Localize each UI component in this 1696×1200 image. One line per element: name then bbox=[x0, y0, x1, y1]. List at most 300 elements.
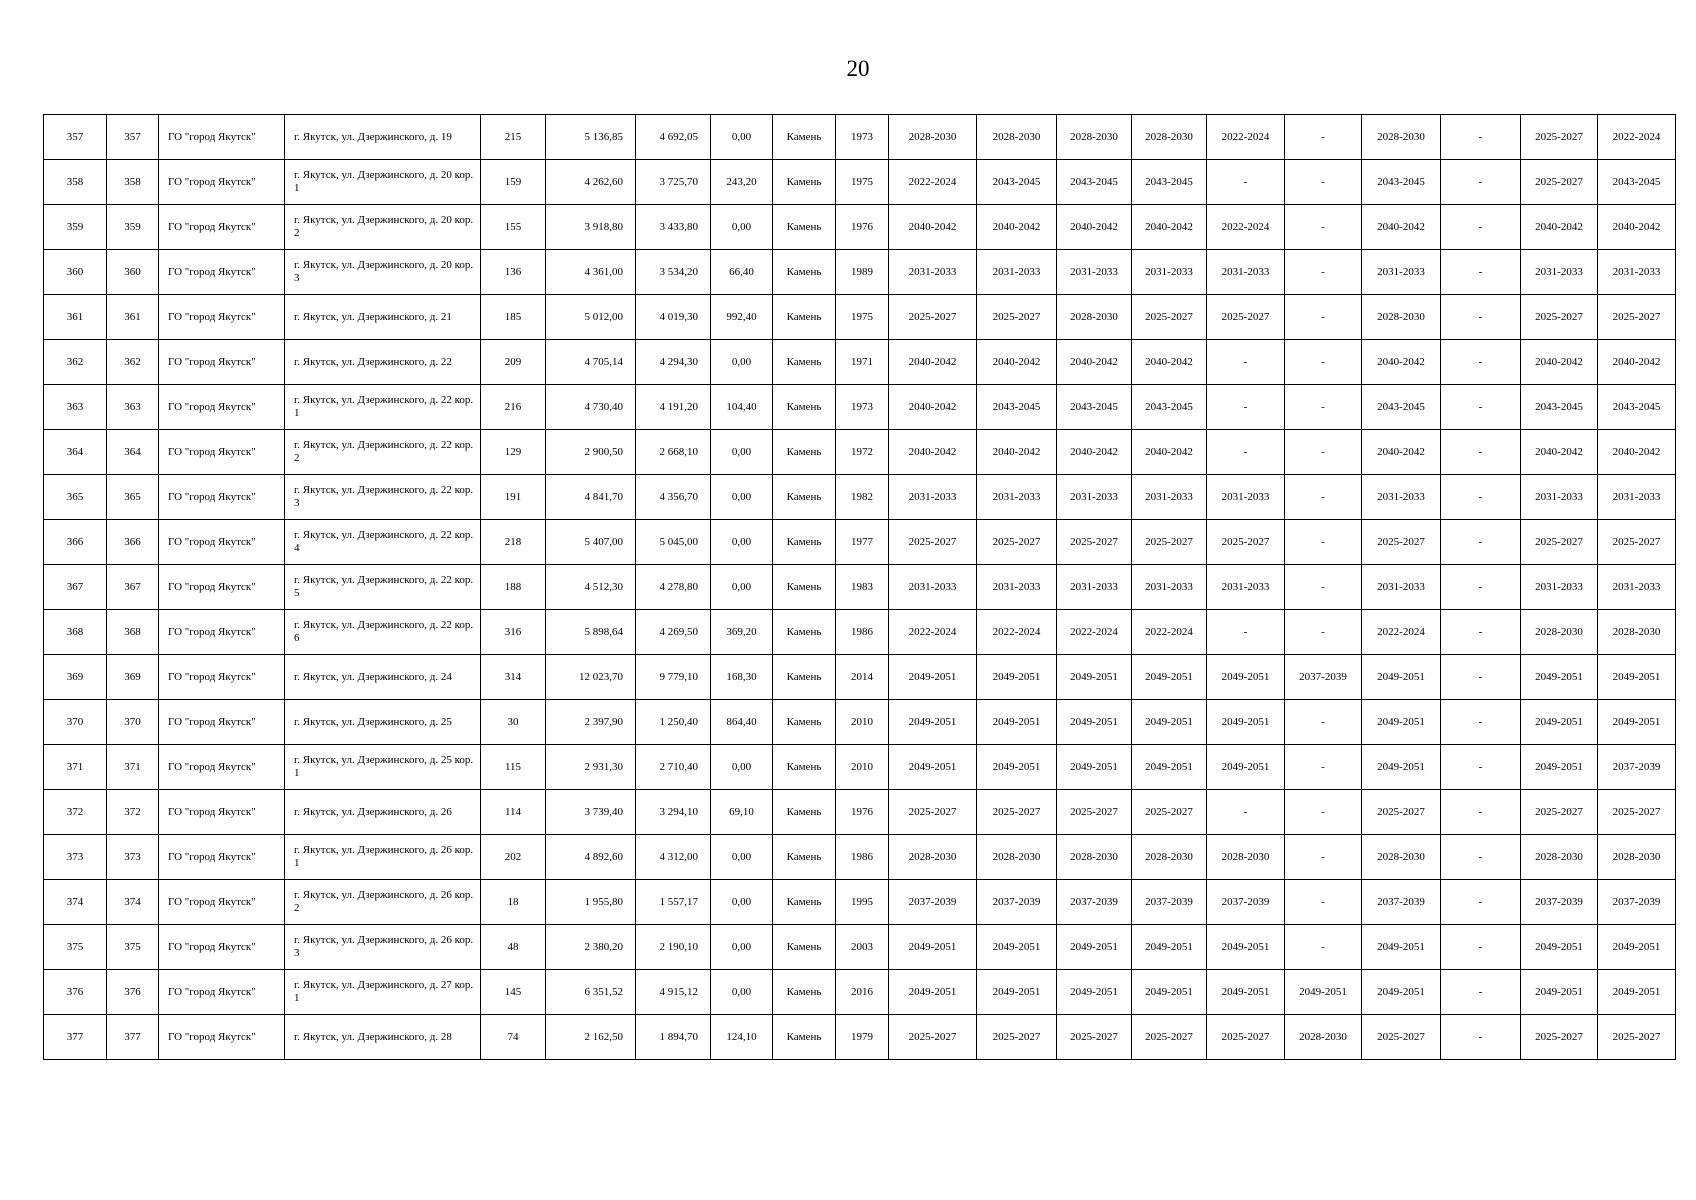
cell-period-10: 2028-2030 bbox=[1598, 835, 1676, 880]
cell-period-2: 2031-2033 bbox=[977, 475, 1057, 520]
cell-living-area: 1 250,40 bbox=[636, 700, 711, 745]
cell-build-year: 1976 bbox=[836, 790, 889, 835]
cell-period-8: - bbox=[1441, 970, 1521, 1015]
cell-address: г. Якутск, ул. Дзержинского, д. 26 bbox=[285, 790, 481, 835]
cell-address: г. Якутск, ул. Дзержинского, д. 27 кор. 1 bbox=[285, 970, 481, 1015]
cell-period-10: 2043-2045 bbox=[1598, 385, 1676, 430]
cell-period-6: - bbox=[1285, 385, 1362, 430]
cell-total-area: 4 730,40 bbox=[546, 385, 636, 430]
table-row bbox=[44, 520, 1676, 565]
cell-total-area: 5 898,64 bbox=[546, 610, 636, 655]
cell-period-4: 2049-2051 bbox=[1132, 970, 1207, 1015]
cell-period-8: - bbox=[1441, 835, 1521, 880]
cell-period-10: 2040-2042 bbox=[1598, 340, 1676, 385]
cell-period-9: 2049-2051 bbox=[1521, 700, 1598, 745]
page-number: 20 bbox=[846, 56, 870, 81]
cell-build-year: 1977 bbox=[836, 520, 889, 565]
cell-period-10: 2040-2042 bbox=[1598, 430, 1676, 475]
cell-residents: 191 bbox=[481, 475, 546, 520]
table-row bbox=[44, 1015, 1676, 1060]
cell-period-5: - bbox=[1207, 790, 1285, 835]
cell-period-3: 2040-2042 bbox=[1057, 205, 1132, 250]
cell-total-area: 1 955,80 bbox=[546, 880, 636, 925]
cell-total-area: 12 023,70 bbox=[546, 655, 636, 700]
cell-period-1: 2040-2042 bbox=[889, 430, 977, 475]
cell-period-2: 2028-2030 bbox=[977, 835, 1057, 880]
cell-living-area: 3 534,20 bbox=[636, 250, 711, 295]
cell-period-1: 2025-2027 bbox=[889, 1015, 977, 1060]
cell-period-8: - bbox=[1441, 745, 1521, 790]
cell-period-9: 2043-2045 bbox=[1521, 385, 1598, 430]
cell-municipality: ГО "город Якутск" bbox=[159, 925, 285, 970]
cell-period-2: 2028-2030 bbox=[977, 115, 1057, 160]
cell-period-3: 2043-2045 bbox=[1057, 160, 1132, 205]
cell-period-4: 2031-2033 bbox=[1132, 475, 1207, 520]
cell-period-7: 2049-2051 bbox=[1362, 970, 1441, 1015]
cell-period-8: - bbox=[1441, 385, 1521, 430]
cell-period-7: 2040-2042 bbox=[1362, 340, 1441, 385]
cell-period-4: 2028-2030 bbox=[1132, 115, 1207, 160]
cell-living-area: 4 915,12 bbox=[636, 970, 711, 1015]
cell-living-area: 4 312,00 bbox=[636, 835, 711, 880]
cell-build-year: 2010 bbox=[836, 745, 889, 790]
cell-row-number: 374 bbox=[44, 880, 107, 925]
cell-period-10: 2031-2033 bbox=[1598, 565, 1676, 610]
cell-period-2: 2025-2027 bbox=[977, 790, 1057, 835]
table-row bbox=[44, 925, 1676, 970]
table-row bbox=[44, 835, 1676, 880]
table-row bbox=[44, 295, 1676, 340]
cell-residents: 114 bbox=[481, 790, 546, 835]
table-row bbox=[44, 745, 1676, 790]
cell-object-number: 373 bbox=[107, 835, 159, 880]
cell-period-6: - bbox=[1285, 430, 1362, 475]
cell-period-4: 2049-2051 bbox=[1132, 745, 1207, 790]
cell-living-area: 4 269,50 bbox=[636, 610, 711, 655]
cell-period-2: 2025-2027 bbox=[977, 1015, 1057, 1060]
housing-registry-table bbox=[43, 114, 1676, 1060]
cell-period-5: - bbox=[1207, 385, 1285, 430]
cell-residents: 129 bbox=[481, 430, 546, 475]
cell-period-2: 2049-2051 bbox=[977, 745, 1057, 790]
cell-period-2: 2025-2027 bbox=[977, 295, 1057, 340]
cell-address: г. Якутск, ул. Дзержинского, д. 22 кор. 6 bbox=[285, 610, 481, 655]
cell-period-9: 2025-2027 bbox=[1521, 520, 1598, 565]
cell-period-6: - bbox=[1285, 880, 1362, 925]
cell-period-9: 2028-2030 bbox=[1521, 835, 1598, 880]
cell-period-7: 2022-2024 bbox=[1362, 610, 1441, 655]
cell-living-area: 4 356,70 bbox=[636, 475, 711, 520]
cell-nonresidential-area: 0,00 bbox=[711, 430, 773, 475]
cell-living-area: 4 692,05 bbox=[636, 115, 711, 160]
cell-period-2: 2031-2033 bbox=[977, 565, 1057, 610]
cell-municipality: ГО "город Якутск" bbox=[159, 1015, 285, 1060]
table-row bbox=[44, 790, 1676, 835]
cell-address: г. Якутск, ул. Дзержинского, д. 26 кор. 3 bbox=[285, 925, 481, 970]
cell-period-2: 2049-2051 bbox=[977, 700, 1057, 745]
cell-period-3: 2031-2033 bbox=[1057, 250, 1132, 295]
table-row bbox=[44, 475, 1676, 520]
cell-period-5: 2025-2027 bbox=[1207, 520, 1285, 565]
cell-period-7: 2028-2030 bbox=[1362, 835, 1441, 880]
cell-residents: 209 bbox=[481, 340, 546, 385]
cell-address: г. Якутск, ул. Дзержинского, д. 21 bbox=[285, 295, 481, 340]
cell-residents: 159 bbox=[481, 160, 546, 205]
cell-period-5: 2031-2033 bbox=[1207, 565, 1285, 610]
cell-residents: 202 bbox=[481, 835, 546, 880]
cell-period-4: 2040-2042 bbox=[1132, 340, 1207, 385]
cell-period-7: 2025-2027 bbox=[1362, 790, 1441, 835]
cell-nonresidential-area: 0,00 bbox=[711, 745, 773, 790]
cell-build-year: 1973 bbox=[836, 385, 889, 430]
cell-object-number: 368 bbox=[107, 610, 159, 655]
cell-period-1: 2031-2033 bbox=[889, 250, 977, 295]
cell-total-area: 4 892,60 bbox=[546, 835, 636, 880]
cell-object-number: 372 bbox=[107, 790, 159, 835]
cell-period-9: 2049-2051 bbox=[1521, 745, 1598, 790]
cell-period-9: 2040-2042 bbox=[1521, 205, 1598, 250]
cell-period-9: 2031-2033 bbox=[1521, 250, 1598, 295]
table-row bbox=[44, 700, 1676, 745]
cell-nonresidential-area: 0,00 bbox=[711, 205, 773, 250]
cell-period-4: 2049-2051 bbox=[1132, 925, 1207, 970]
cell-period-9: 2040-2042 bbox=[1521, 340, 1598, 385]
cell-period-9: 2025-2027 bbox=[1521, 295, 1598, 340]
cell-period-5: 2028-2030 bbox=[1207, 835, 1285, 880]
cell-wall-material: Камень bbox=[773, 790, 836, 835]
cell-residents: 155 bbox=[481, 205, 546, 250]
cell-municipality: ГО "город Якутск" bbox=[159, 835, 285, 880]
cell-period-1: 2040-2042 bbox=[889, 385, 977, 430]
cell-period-9: 2025-2027 bbox=[1521, 160, 1598, 205]
cell-period-1: 2049-2051 bbox=[889, 745, 977, 790]
table-row bbox=[44, 655, 1676, 700]
cell-build-year: 1976 bbox=[836, 205, 889, 250]
cell-period-8: - bbox=[1441, 340, 1521, 385]
cell-address: г. Якутск, ул. Дзержинского, д. 22 кор. 5 bbox=[285, 565, 481, 610]
cell-residents: 136 bbox=[481, 250, 546, 295]
cell-address: г. Якутск, ул. Дзержинского, д. 26 кор. 2 bbox=[285, 880, 481, 925]
cell-period-1: 2040-2042 bbox=[889, 205, 977, 250]
cell-period-10: 2022-2024 bbox=[1598, 115, 1676, 160]
cell-period-1: 2031-2033 bbox=[889, 565, 977, 610]
cell-nonresidential-area: 0,00 bbox=[711, 340, 773, 385]
cell-wall-material: Камень bbox=[773, 160, 836, 205]
cell-period-5: - bbox=[1207, 340, 1285, 385]
cell-period-7: 2025-2027 bbox=[1362, 520, 1441, 565]
cell-period-8: - bbox=[1441, 655, 1521, 700]
cell-period-9: 2028-2030 bbox=[1521, 610, 1598, 655]
cell-total-area: 2 162,50 bbox=[546, 1015, 636, 1060]
cell-period-3: 2028-2030 bbox=[1057, 835, 1132, 880]
cell-nonresidential-area: 66,40 bbox=[711, 250, 773, 295]
cell-wall-material: Камень bbox=[773, 970, 836, 1015]
cell-object-number: 367 bbox=[107, 565, 159, 610]
cell-period-3: 2025-2027 bbox=[1057, 790, 1132, 835]
cell-nonresidential-area: 243,20 bbox=[711, 160, 773, 205]
cell-period-2: 2040-2042 bbox=[977, 430, 1057, 475]
cell-period-10: 2049-2051 bbox=[1598, 700, 1676, 745]
cell-living-area: 1 894,70 bbox=[636, 1015, 711, 1060]
cell-period-4: 2049-2051 bbox=[1132, 655, 1207, 700]
cell-period-4: 2025-2027 bbox=[1132, 295, 1207, 340]
cell-residents: 30 bbox=[481, 700, 546, 745]
cell-build-year: 2010 bbox=[836, 700, 889, 745]
cell-period-3: 2049-2051 bbox=[1057, 745, 1132, 790]
cell-period-7: 2049-2051 bbox=[1362, 700, 1441, 745]
cell-residents: 18 bbox=[481, 880, 546, 925]
cell-nonresidential-area: 69,10 bbox=[711, 790, 773, 835]
cell-period-4: 2025-2027 bbox=[1132, 1015, 1207, 1060]
cell-nonresidential-area: 0,00 bbox=[711, 880, 773, 925]
cell-living-area: 3 725,70 bbox=[636, 160, 711, 205]
cell-wall-material: Камень bbox=[773, 295, 836, 340]
cell-build-year: 1995 bbox=[836, 880, 889, 925]
cell-period-9: 2025-2027 bbox=[1521, 790, 1598, 835]
cell-wall-material: Камень bbox=[773, 520, 836, 565]
cell-period-3: 2049-2051 bbox=[1057, 655, 1132, 700]
cell-period-8: - bbox=[1441, 115, 1521, 160]
cell-address: г. Якутск, ул. Дзержинского, д. 22 кор. 4 bbox=[285, 520, 481, 565]
cell-period-2: 2040-2042 bbox=[977, 340, 1057, 385]
cell-row-number: 361 bbox=[44, 295, 107, 340]
cell-living-area: 4 019,30 bbox=[636, 295, 711, 340]
cell-period-10: 2025-2027 bbox=[1598, 295, 1676, 340]
cell-period-5: 2025-2027 bbox=[1207, 295, 1285, 340]
cell-row-number: 357 bbox=[44, 115, 107, 160]
cell-living-area: 5 045,00 bbox=[636, 520, 711, 565]
cell-period-10: 2031-2033 bbox=[1598, 250, 1676, 295]
cell-period-6: - bbox=[1285, 250, 1362, 295]
cell-period-1: 2022-2024 bbox=[889, 610, 977, 655]
cell-row-number: 364 bbox=[44, 430, 107, 475]
cell-period-6: - bbox=[1285, 475, 1362, 520]
cell-period-7: 2037-2039 bbox=[1362, 880, 1441, 925]
cell-municipality: ГО "город Якутск" bbox=[159, 880, 285, 925]
cell-period-8: - bbox=[1441, 565, 1521, 610]
cell-period-9: 2049-2051 bbox=[1521, 970, 1598, 1015]
cell-municipality: ГО "город Якутск" bbox=[159, 520, 285, 565]
cell-period-8: - bbox=[1441, 700, 1521, 745]
cell-build-year: 1975 bbox=[836, 295, 889, 340]
cell-residents: 314 bbox=[481, 655, 546, 700]
cell-row-number: 359 bbox=[44, 205, 107, 250]
cell-total-area: 2 380,20 bbox=[546, 925, 636, 970]
cell-residents: 145 bbox=[481, 970, 546, 1015]
cell-period-10: 2037-2039 bbox=[1598, 745, 1676, 790]
cell-total-area: 4 262,60 bbox=[546, 160, 636, 205]
cell-municipality: ГО "город Якутск" bbox=[159, 745, 285, 790]
cell-build-year: 1989 bbox=[836, 250, 889, 295]
cell-wall-material: Камень bbox=[773, 565, 836, 610]
cell-period-3: 2028-2030 bbox=[1057, 115, 1132, 160]
cell-object-number: 370 bbox=[107, 700, 159, 745]
cell-period-10: 2043-2045 bbox=[1598, 160, 1676, 205]
cell-period-1: 2025-2027 bbox=[889, 520, 977, 565]
cell-period-9: 2049-2051 bbox=[1521, 655, 1598, 700]
cell-municipality: ГО "город Якутск" bbox=[159, 655, 285, 700]
cell-wall-material: Камень bbox=[773, 925, 836, 970]
cell-period-6: - bbox=[1285, 925, 1362, 970]
table-row bbox=[44, 430, 1676, 475]
cell-period-5: 2031-2033 bbox=[1207, 475, 1285, 520]
cell-period-10: 2049-2051 bbox=[1598, 655, 1676, 700]
cell-period-6: - bbox=[1285, 205, 1362, 250]
cell-period-2: 2049-2051 bbox=[977, 655, 1057, 700]
cell-row-number: 368 bbox=[44, 610, 107, 655]
cell-object-number: 374 bbox=[107, 880, 159, 925]
table-row bbox=[44, 970, 1676, 1015]
cell-wall-material: Камень bbox=[773, 250, 836, 295]
cell-period-10: 2028-2030 bbox=[1598, 610, 1676, 655]
cell-period-7: 2028-2030 bbox=[1362, 295, 1441, 340]
cell-period-7: 2031-2033 bbox=[1362, 475, 1441, 520]
cell-period-2: 2025-2027 bbox=[977, 520, 1057, 565]
cell-period-5: - bbox=[1207, 430, 1285, 475]
cell-total-area: 4 841,70 bbox=[546, 475, 636, 520]
cell-period-5: - bbox=[1207, 160, 1285, 205]
cell-residents: 188 bbox=[481, 565, 546, 610]
cell-build-year: 1986 bbox=[836, 610, 889, 655]
cell-period-3: 2025-2027 bbox=[1057, 520, 1132, 565]
cell-period-7: 2028-2030 bbox=[1362, 115, 1441, 160]
cell-period-1: 2040-2042 bbox=[889, 340, 977, 385]
cell-object-number: 376 bbox=[107, 970, 159, 1015]
table-row bbox=[44, 385, 1676, 430]
cell-nonresidential-area: 0,00 bbox=[711, 835, 773, 880]
cell-nonresidential-area: 168,30 bbox=[711, 655, 773, 700]
cell-address: г. Якутск, ул. Дзержинского, д. 24 bbox=[285, 655, 481, 700]
cell-municipality: ГО "город Якутск" bbox=[159, 385, 285, 430]
cell-period-4: 2037-2039 bbox=[1132, 880, 1207, 925]
cell-address: г. Якутск, ул. Дзержинского, д. 22 кор. 1 bbox=[285, 385, 481, 430]
cell-residents: 218 bbox=[481, 520, 546, 565]
cell-period-5: 2049-2051 bbox=[1207, 745, 1285, 790]
cell-period-1: 2031-2033 bbox=[889, 475, 977, 520]
cell-object-number: 360 bbox=[107, 250, 159, 295]
cell-period-4: 2022-2024 bbox=[1132, 610, 1207, 655]
cell-period-4: 2049-2051 bbox=[1132, 700, 1207, 745]
cell-row-number: 366 bbox=[44, 520, 107, 565]
cell-object-number: 364 bbox=[107, 430, 159, 475]
cell-row-number: 377 bbox=[44, 1015, 107, 1060]
table-row bbox=[44, 115, 1676, 160]
cell-period-5: 2022-2024 bbox=[1207, 205, 1285, 250]
cell-address: г. Якутск, ул. Дзержинского, д. 22 bbox=[285, 340, 481, 385]
cell-municipality: ГО "город Якутск" bbox=[159, 115, 285, 160]
cell-period-5: 2037-2039 bbox=[1207, 880, 1285, 925]
cell-period-5: 2022-2024 bbox=[1207, 115, 1285, 160]
cell-period-6: - bbox=[1285, 115, 1362, 160]
cell-row-number: 365 bbox=[44, 475, 107, 520]
cell-living-area: 4 191,20 bbox=[636, 385, 711, 430]
cell-nonresidential-area: 369,20 bbox=[711, 610, 773, 655]
cell-period-6: - bbox=[1285, 160, 1362, 205]
cell-object-number: 365 bbox=[107, 475, 159, 520]
cell-total-area: 2 900,50 bbox=[546, 430, 636, 475]
cell-period-7: 2025-2027 bbox=[1362, 1015, 1441, 1060]
cell-total-area: 4 512,30 bbox=[546, 565, 636, 610]
cell-period-3: 2028-2030 bbox=[1057, 295, 1132, 340]
cell-total-area: 3 739,40 bbox=[546, 790, 636, 835]
cell-period-1: 2022-2024 bbox=[889, 160, 977, 205]
cell-period-2: 2022-2024 bbox=[977, 610, 1057, 655]
cell-period-9: 2049-2051 bbox=[1521, 925, 1598, 970]
cell-period-10: 2040-2042 bbox=[1598, 205, 1676, 250]
cell-address: г. Якутск, ул. Дзержинского, д. 20 кор. 1 bbox=[285, 160, 481, 205]
cell-period-1: 2037-2039 bbox=[889, 880, 977, 925]
cell-period-2: 2031-2033 bbox=[977, 250, 1057, 295]
cell-period-7: 2049-2051 bbox=[1362, 655, 1441, 700]
cell-period-4: 2025-2027 bbox=[1132, 790, 1207, 835]
cell-address: г. Якутск, ул. Дзержинского, д. 20 кор. 2 bbox=[285, 205, 481, 250]
cell-period-10: 2025-2027 bbox=[1598, 520, 1676, 565]
cell-wall-material: Камень bbox=[773, 340, 836, 385]
cell-wall-material: Камень bbox=[773, 700, 836, 745]
cell-build-year: 1973 bbox=[836, 115, 889, 160]
cell-period-2: 2037-2039 bbox=[977, 880, 1057, 925]
cell-residents: 115 bbox=[481, 745, 546, 790]
cell-period-4: 2031-2033 bbox=[1132, 565, 1207, 610]
cell-period-2: 2043-2045 bbox=[977, 160, 1057, 205]
cell-object-number: 362 bbox=[107, 340, 159, 385]
cell-period-3: 2049-2051 bbox=[1057, 700, 1132, 745]
cell-nonresidential-area: 0,00 bbox=[711, 565, 773, 610]
cell-period-6: 2049-2051 bbox=[1285, 970, 1362, 1015]
cell-total-area: 5 012,00 bbox=[546, 295, 636, 340]
cell-total-area: 3 918,80 bbox=[546, 205, 636, 250]
cell-period-8: - bbox=[1441, 250, 1521, 295]
table-row bbox=[44, 160, 1676, 205]
cell-period-8: - bbox=[1441, 430, 1521, 475]
cell-period-2: 2049-2051 bbox=[977, 925, 1057, 970]
cell-wall-material: Камень bbox=[773, 835, 836, 880]
cell-period-6: - bbox=[1285, 520, 1362, 565]
cell-municipality: ГО "город Якутск" bbox=[159, 205, 285, 250]
cell-period-3: 2049-2051 bbox=[1057, 970, 1132, 1015]
cell-nonresidential-area: 124,10 bbox=[711, 1015, 773, 1060]
cell-period-7: 2031-2033 bbox=[1362, 250, 1441, 295]
cell-period-1: 2025-2027 bbox=[889, 790, 977, 835]
cell-period-1: 2028-2030 bbox=[889, 115, 977, 160]
cell-period-10: 2037-2039 bbox=[1598, 880, 1676, 925]
cell-period-1: 2049-2051 bbox=[889, 925, 977, 970]
cell-period-1: 2049-2051 bbox=[889, 970, 977, 1015]
table-row bbox=[44, 880, 1676, 925]
cell-period-9: 2031-2033 bbox=[1521, 565, 1598, 610]
cell-municipality: ГО "город Якутск" bbox=[159, 790, 285, 835]
cell-address: г. Якутск, ул. Дзержинского, д. 19 bbox=[285, 115, 481, 160]
table-row bbox=[44, 340, 1676, 385]
cell-period-6: - bbox=[1285, 340, 1362, 385]
table-row bbox=[44, 565, 1676, 610]
cell-period-6: - bbox=[1285, 835, 1362, 880]
cell-period-4: 2043-2045 bbox=[1132, 160, 1207, 205]
cell-period-9: 2025-2027 bbox=[1521, 1015, 1598, 1060]
cell-period-8: - bbox=[1441, 790, 1521, 835]
cell-build-year: 1975 bbox=[836, 160, 889, 205]
cell-period-4: 2043-2045 bbox=[1132, 385, 1207, 430]
cell-object-number: 377 bbox=[107, 1015, 159, 1060]
cell-nonresidential-area: 992,40 bbox=[711, 295, 773, 340]
cell-residents: 215 bbox=[481, 115, 546, 160]
cell-municipality: ГО "город Якутск" bbox=[159, 970, 285, 1015]
cell-period-6: - bbox=[1285, 790, 1362, 835]
cell-period-8: - bbox=[1441, 925, 1521, 970]
cell-period-3: 2037-2039 bbox=[1057, 880, 1132, 925]
cell-build-year: 2016 bbox=[836, 970, 889, 1015]
cell-period-4: 2040-2042 bbox=[1132, 430, 1207, 475]
